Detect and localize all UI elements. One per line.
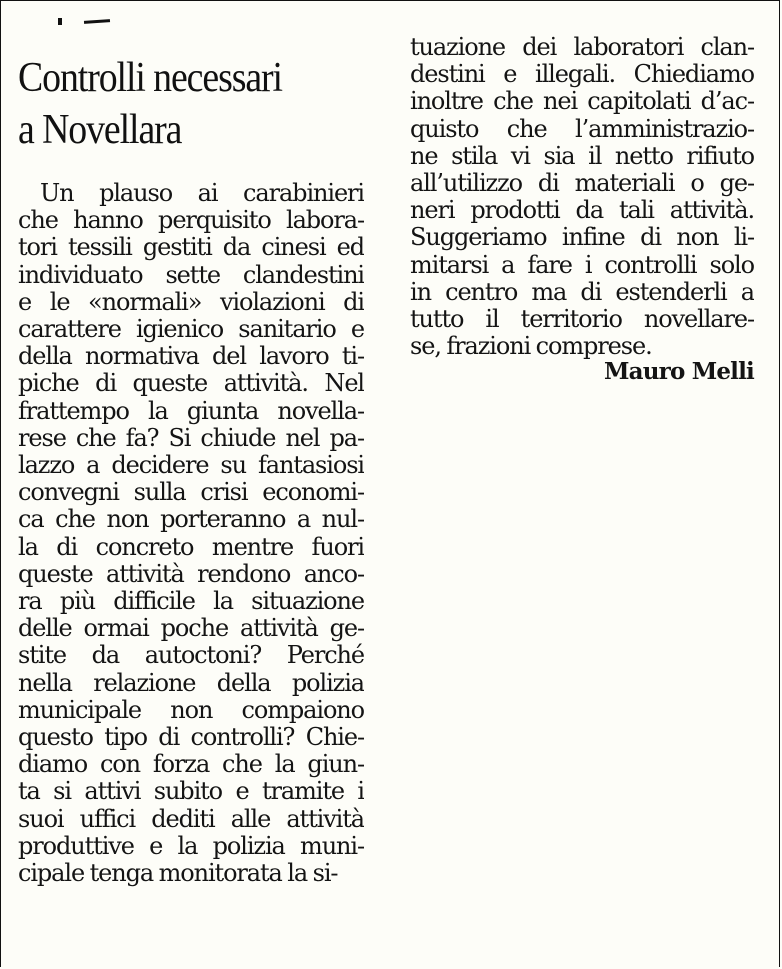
kicker-dot <box>58 18 62 25</box>
column-line: nella relazione della polizia <box>18 669 364 697</box>
column-line: tuazione dei laboratori clan- <box>410 34 754 61</box>
column-line: neri prodotti da tali attività. <box>410 197 754 225</box>
column-line: diamo con forza che la giun- <box>18 751 364 779</box>
column-line: che hanno perquisito labora- <box>18 207 364 235</box>
column-line: produttive e la polizia muni- <box>18 832 364 860</box>
author-signature: Mauro Melli <box>603 358 754 385</box>
column-line: lazzo a decidere su fantasiosi <box>18 452 364 480</box>
column-line: ta si attivi subito e tramite i <box>18 778 364 806</box>
column-line: stite da autoctoni? Perché <box>18 642 364 670</box>
column-line: cipale tenga monitorata la si- <box>18 860 338 888</box>
column-line: questo tipo di controlli? Chie- <box>18 724 364 752</box>
column-line: queste attività rendono anco- <box>18 560 364 588</box>
column-line: tutto il territorio novellare- <box>410 306 754 334</box>
column-line: frattempo la giunta novella- <box>18 397 364 425</box>
column-line: convegni sulla crisi economi- <box>18 479 364 507</box>
column-line: all’utilizzo di materiali o ge- <box>410 170 754 198</box>
column-line: individuato sette clandestini <box>18 261 364 289</box>
column-line: ra più difficile la situazione <box>18 588 364 616</box>
column-line: destini e illegali. Chiediamo <box>410 61 754 89</box>
right-column <box>410 34 754 360</box>
column-line: mitarsi a fare i controlli solo <box>410 251 754 279</box>
headline-line-2: a Novellara <box>18 107 182 153</box>
column-line: Suggeriamo infine di non li- <box>410 224 754 252</box>
column-line: municipale non compaiono <box>18 696 364 724</box>
article-headline <box>18 52 342 156</box>
column-line: rese che fa? Si chiude nel pa- <box>18 424 364 452</box>
column-line: la di concreto mentre fuori <box>18 533 364 561</box>
column-line: tori tessili gestiti da cinesi ed <box>18 234 364 262</box>
left-column <box>18 180 364 887</box>
headline-line-1: Controlli necessari <box>18 55 282 101</box>
column-line: inoltre che nei capitolati d’ac- <box>410 88 754 116</box>
column-line: ne stila vi sia il netto rifiuto <box>410 142 754 170</box>
column-line: delle ormai poche attività ge- <box>18 615 364 643</box>
kicker-dash <box>84 19 110 24</box>
column-line: della normativa del lavoro ti- <box>18 343 364 371</box>
column-line: e le «normali» violazioni di <box>18 288 364 316</box>
column-line: carattere igienico sanitario e <box>18 316 364 344</box>
column-line: ca che non porteranno a nul- <box>18 506 364 534</box>
column-line: suoi uffici dediti alle attività <box>18 805 364 833</box>
column-line: se, frazioni comprese. <box>410 333 652 361</box>
column-line: piche di queste attività. Nel <box>18 370 364 398</box>
column-line: in centro ma di estenderli a <box>410 278 754 306</box>
column-line: Un plauso ai carabinieri <box>40 180 364 207</box>
column-line: quisto che l’amministrazio- <box>410 115 754 143</box>
kicker-mark <box>58 14 110 26</box>
